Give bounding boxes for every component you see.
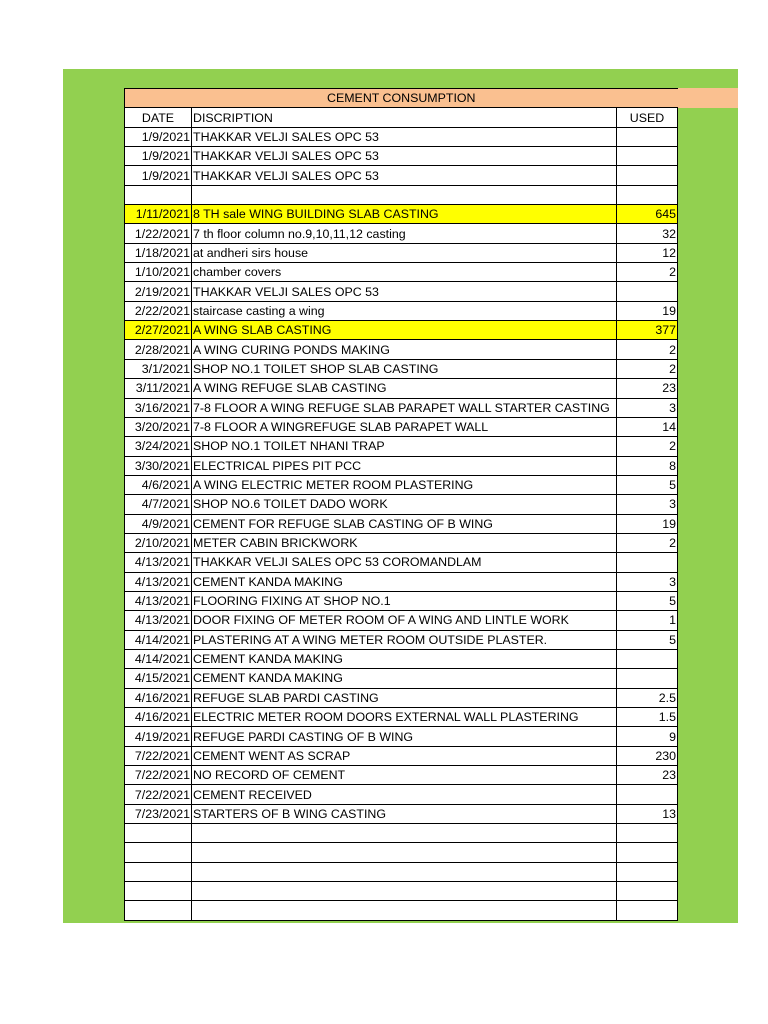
used-cell[interactable]: 14 <box>617 417 678 436</box>
date-cell[interactable]: 7/23/2021 <box>125 804 192 823</box>
table-row <box>125 766 678 785</box>
table-row <box>125 456 678 475</box>
table-row <box>125 147 678 166</box>
description-cell[interactable]: CEMENT WENT AS SCRAP <box>192 746 617 765</box>
description-cell[interactable] <box>192 824 617 843</box>
date-cell[interactable]: 4/7/2021 <box>125 495 192 514</box>
used-cell[interactable]: 2 <box>617 340 678 359</box>
date-cell[interactable]: 1/9/2021 <box>125 166 192 185</box>
date-cell[interactable]: 7/22/2021 <box>125 785 192 804</box>
date-cell[interactable]: 2/19/2021 <box>125 282 192 301</box>
date-cell[interactable]: 3/30/2021 <box>125 456 192 475</box>
header-used[interactable]: USED <box>617 108 678 127</box>
used-cell[interactable]: 5 <box>617 591 678 610</box>
date-cell[interactable]: 1/22/2021 <box>125 224 192 243</box>
table-row <box>125 127 678 146</box>
used-cell[interactable]: 9 <box>617 727 678 746</box>
used-cell[interactable]: 13 <box>617 804 678 823</box>
date-cell[interactable]: 7/22/2021 <box>125 766 192 785</box>
used-cell[interactable] <box>617 862 678 881</box>
description-cell[interactable]: NO RECORD OF CEMENT <box>192 766 617 785</box>
description-cell[interactable]: 7 th floor column no.9,10,11,12 casting <box>192 224 617 243</box>
table-row <box>125 824 678 843</box>
table-row <box>125 166 678 185</box>
table-row <box>125 495 678 514</box>
used-cell[interactable]: 1 <box>617 611 678 630</box>
table-row <box>125 882 678 901</box>
table-row <box>125 398 678 417</box>
date-cell[interactable]: 1/9/2021 <box>125 147 192 166</box>
description-cell[interactable]: CEMENT RECEIVED <box>192 785 617 804</box>
date-cell[interactable]: 4/13/2021 <box>125 572 192 591</box>
description-cell[interactable] <box>192 843 617 862</box>
table-row <box>125 611 678 630</box>
table-row <box>125 533 678 552</box>
used-cell[interactable]: 2 <box>617 533 678 552</box>
used-cell[interactable] <box>617 147 678 166</box>
table-row <box>125 708 678 727</box>
date-cell[interactable] <box>125 901 192 920</box>
date-cell[interactable]: 1/10/2021 <box>125 263 192 282</box>
description-cell[interactable]: staircase casting a wing <box>192 301 617 320</box>
date-cell[interactable]: 4/13/2021 <box>125 553 192 572</box>
table-row <box>125 804 678 823</box>
used-cell[interactable]: 2.5 <box>617 688 678 707</box>
date-cell[interactable] <box>125 185 192 204</box>
table-row <box>125 649 678 668</box>
used-cell[interactable] <box>617 843 678 862</box>
used-cell[interactable]: 1.5 <box>617 708 678 727</box>
description-cell[interactable]: SHOP NO.6 TOILET DADO WORK <box>192 495 617 514</box>
description-cell[interactable]: THAKKAR VELJI SALES OPC 53 <box>192 282 617 301</box>
used-cell[interactable] <box>617 785 678 804</box>
date-cell[interactable]: 4/14/2021 <box>125 649 192 668</box>
description-cell[interactable]: SHOP NO.1 TOILET SHOP SLAB CASTING <box>192 359 617 378</box>
date-cell[interactable]: 4/13/2021 <box>125 591 192 610</box>
table-row <box>125 475 678 494</box>
used-cell[interactable] <box>617 901 678 920</box>
date-cell[interactable]: 4/6/2021 <box>125 475 192 494</box>
date-cell[interactable]: 4/13/2021 <box>125 611 192 630</box>
description-cell[interactable] <box>192 901 617 920</box>
used-cell[interactable] <box>617 166 678 185</box>
table-row <box>125 437 678 456</box>
cement-consumption-table <box>124 88 678 921</box>
description-cell[interactable]: STARTERS OF B WING CASTING <box>192 804 617 823</box>
table-row <box>125 224 678 243</box>
description-cell[interactable]: CEMENT KANDA MAKING <box>192 572 617 591</box>
used-cell[interactable] <box>617 824 678 843</box>
table-row <box>125 572 678 591</box>
used-cell[interactable] <box>617 185 678 204</box>
used-cell[interactable] <box>617 553 678 572</box>
used-cell[interactable]: 12 <box>617 243 678 262</box>
description-cell[interactable]: ELECTRICAL PIPES PIT PCC <box>192 456 617 475</box>
used-cell[interactable]: 2 <box>617 359 678 378</box>
header-row <box>125 108 678 127</box>
description-cell[interactable]: FLOORING FIXING AT SHOP NO.1 <box>192 591 617 610</box>
description-cell[interactable]: A WING SLAB CASTING <box>192 321 617 340</box>
used-cell[interactable] <box>617 649 678 668</box>
description-cell[interactable]: THAKKAR VELJI SALES OPC 53 <box>192 166 617 185</box>
description-cell[interactable]: CEMENT KANDA MAKING <box>192 669 617 688</box>
date-cell[interactable]: 3/16/2021 <box>125 398 192 417</box>
header-description[interactable]: DISCRIPTION <box>192 108 617 127</box>
date-cell[interactable]: 3/1/2021 <box>125 359 192 378</box>
date-cell[interactable]: 2/10/2021 <box>125 533 192 552</box>
table-row <box>125 282 678 301</box>
used-cell[interactable] <box>617 127 678 146</box>
description-cell[interactable]: PLASTERING AT A WING METER ROOM OUTSIDE PLASTER. <box>192 630 617 649</box>
date-cell[interactable]: 7/22/2021 <box>125 746 192 765</box>
date-cell[interactable] <box>125 882 192 901</box>
used-cell[interactable]: 3 <box>617 495 678 514</box>
used-cell[interactable]: 230 <box>617 746 678 765</box>
table-row <box>125 243 678 262</box>
description-cell[interactable]: REFUGE SLAB PARDI CASTING <box>192 688 617 707</box>
used-cell[interactable]: 23 <box>617 766 678 785</box>
table-row <box>125 321 678 340</box>
date-cell[interactable] <box>125 843 192 862</box>
table-row <box>125 785 678 804</box>
table-row <box>125 359 678 378</box>
description-cell[interactable]: REFUGE PARDI CASTING OF B WING <box>192 727 617 746</box>
description-cell[interactable] <box>192 862 617 881</box>
used-cell[interactable]: 645 <box>617 205 678 224</box>
date-cell[interactable]: 2/28/2021 <box>125 340 192 359</box>
description-cell[interactable]: 7-8 FLOOR A WING REFUGE SLAB PARAPET WALL STARTER CASTING <box>192 398 617 417</box>
description-cell[interactable]: A WING REFUGE SLAB CASTING <box>192 379 617 398</box>
used-cell[interactable]: 19 <box>617 301 678 320</box>
used-cell[interactable]: 3 <box>617 572 678 591</box>
description-cell[interactable]: THAKKAR VELJI SALES OPC 53 COROMANDLAM <box>192 553 617 572</box>
date-cell[interactable]: 1/9/2021 <box>125 127 192 146</box>
used-cell[interactable]: 2 <box>617 263 678 282</box>
date-cell[interactable]: 3/11/2021 <box>125 379 192 398</box>
description-cell[interactable]: DOOR FIXING OF METER ROOM OF A WING AND LINTLE WORK <box>192 611 617 630</box>
table-row <box>125 727 678 746</box>
description-cell[interactable]: THAKKAR VELJI SALES OPC 53 <box>192 147 617 166</box>
date-cell[interactable]: 4/9/2021 <box>125 514 192 533</box>
date-cell[interactable]: 2/27/2021 <box>125 321 192 340</box>
date-cell[interactable]: 4/15/2021 <box>125 669 192 688</box>
table-row <box>125 843 678 862</box>
date-cell[interactable]: 1/11/2021 <box>125 205 192 224</box>
header-date[interactable]: DATE <box>125 108 192 127</box>
table-row <box>125 185 678 204</box>
sheet-title[interactable]: CEMENT CONSUMPTION <box>125 89 678 108</box>
table-row <box>125 514 678 533</box>
date-cell[interactable]: 1/18/2021 <box>125 243 192 262</box>
date-cell[interactable]: 4/14/2021 <box>125 630 192 649</box>
table-row <box>125 630 678 649</box>
description-cell[interactable] <box>192 185 617 204</box>
date-cell[interactable]: 3/20/2021 <box>125 417 192 436</box>
used-cell[interactable]: 19 <box>617 514 678 533</box>
used-cell[interactable]: 3 <box>617 398 678 417</box>
description-cell[interactable] <box>192 882 617 901</box>
description-cell[interactable]: chamber covers <box>192 263 617 282</box>
date-cell[interactable]: 2/22/2021 <box>125 301 192 320</box>
description-cell[interactable]: ELECTRIC METER ROOM DOORS EXTERNAL WALL PLASTERING <box>192 708 617 727</box>
used-cell[interactable] <box>617 669 678 688</box>
table-row <box>125 591 678 610</box>
table-row <box>125 340 678 359</box>
date-cell[interactable]: 3/24/2021 <box>125 437 192 456</box>
table-row <box>125 553 678 572</box>
date-cell[interactable] <box>125 824 192 843</box>
used-cell[interactable]: 5 <box>617 475 678 494</box>
table-row <box>125 901 678 920</box>
table-row <box>125 301 678 320</box>
table-row <box>125 688 678 707</box>
description-cell[interactable]: at andheri sirs house <box>192 243 617 262</box>
table-row <box>125 205 678 224</box>
description-cell[interactable]: A WING ELECTRIC METER ROOM PLASTERING <box>192 475 617 494</box>
date-cell[interactable] <box>125 862 192 881</box>
description-cell[interactable]: CEMENT KANDA MAKING <box>192 649 617 668</box>
table-row <box>125 746 678 765</box>
used-cell[interactable] <box>617 882 678 901</box>
used-cell[interactable]: 8 <box>617 456 678 475</box>
description-cell[interactable]: A WING CURING PONDS MAKING <box>192 340 617 359</box>
title-row <box>125 89 678 108</box>
table-row <box>125 862 678 881</box>
date-cell[interactable]: 4/19/2021 <box>125 727 192 746</box>
used-cell[interactable]: 23 <box>617 379 678 398</box>
used-cell[interactable]: 5 <box>617 630 678 649</box>
date-cell[interactable]: 4/16/2021 <box>125 688 192 707</box>
used-cell[interactable]: 377 <box>617 321 678 340</box>
table-row <box>125 263 678 282</box>
description-cell[interactable]: CEMENT FOR REFUGE SLAB CASTING OF B WING <box>192 514 617 533</box>
used-cell[interactable]: 32 <box>617 224 678 243</box>
description-cell[interactable]: SHOP NO.1 TOILET NHANI TRAP <box>192 437 617 456</box>
used-cell[interactable]: 2 <box>617 437 678 456</box>
description-cell[interactable]: THAKKAR VELJI SALES OPC 53 <box>192 127 617 146</box>
description-cell[interactable]: 8 TH sale WING BUILDING SLAB CASTING <box>192 205 617 224</box>
date-cell[interactable]: 4/16/2021 <box>125 708 192 727</box>
used-cell[interactable] <box>617 282 678 301</box>
table-row <box>125 417 678 436</box>
description-cell[interactable]: 7-8 FLOOR A WINGREFUGE SLAB PARAPET WALL <box>192 417 617 436</box>
table-row <box>125 669 678 688</box>
table-row <box>125 379 678 398</box>
description-cell[interactable]: METER CABIN BRICKWORK <box>192 533 617 552</box>
